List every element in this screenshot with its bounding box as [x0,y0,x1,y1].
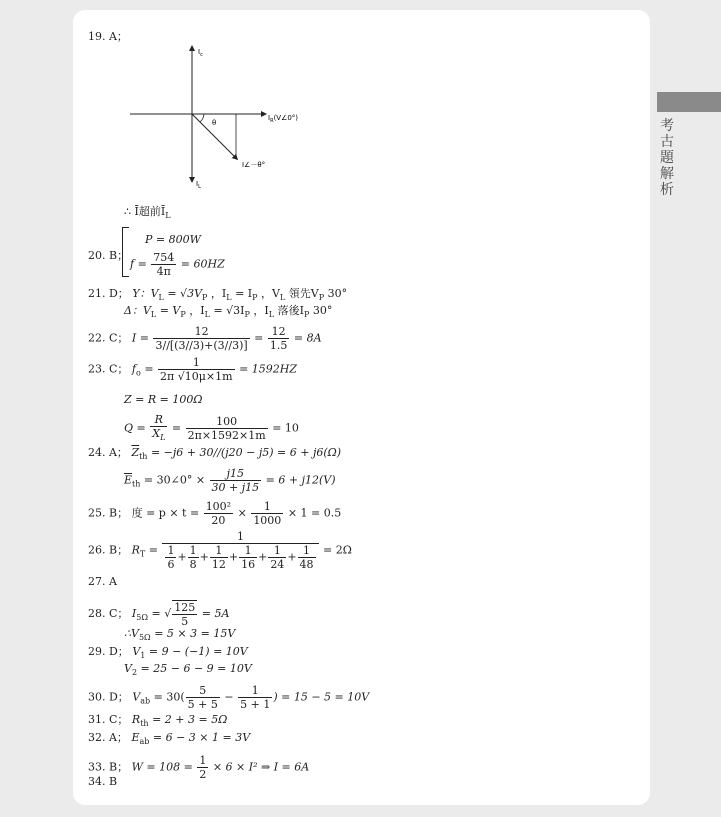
chapter-tab-label: 考古題解析 [660,118,674,198]
answer-19-conclusion: ∴ Ī超前$Ī_L$ [124,205,171,221]
answer-27: 27. A [88,575,117,588]
answer-21-line2: Δ：$V_L = V_P$ ，$I_L = √3I_P$ ，$I_L$ 落後$I_P$ 30° [124,304,333,320]
answer-25: 25. B； 度 = p × t = $\frac{\text{100²}}{20}$ × $\frac{1}{1000}$ × 1 = 0.5 [88,500,342,527]
denominator-term: $\frac{1}{16}$ [241,544,256,571]
denominator-term: $\frac{1}{6}$ [167,544,175,571]
svg-text:I∠－θ°: I∠－θ° [242,161,266,169]
answer-24-z: 24. A； $\overline{Z}_{th} = -j6 + 30//(j20 - j5) = 6 + j6(\Omega)$ [88,446,342,462]
answer-23-q: Q = $\frac{R}{X_L}$ = $\frac{100}{2\pi\times 1592\times 1m}$ = 10 [124,413,299,443]
svg-text:IL: $I_L$ [196,180,201,190]
denominator-term: $\frac{1}{24}$ [270,544,285,571]
denominator-term: $\frac{1}{12}$ [211,544,226,571]
system-brace [122,227,129,277]
answer-32: 32. A； $E_{ab} = 6 - 3 \times 1 = 3V$ [88,731,251,747]
answer-24-e: $\overline{E}_{th}$ = 30∠0° × $\frac{j15}{30 + j15}$ = 6 + j12(V) [124,467,336,494]
answer-20-label: 20. B； [88,249,129,262]
answer-20-line1: P = 800W [145,233,201,246]
answer-21-line1: 21. D； Y：$V_L = √3V_P$ ，$I_L = I_P$ ，$V_L$ 領先$V_P$ 30° [88,287,348,303]
answer-34: 34. B [88,775,118,788]
answer-33: 33. B； W = 108 = $\frac{1}{2}$ × 6 × I² ⇒ I = 6A [88,754,310,781]
denominator-term: $\frac{1}{8}$ [189,544,197,571]
answer-19-label: 19. A； [88,30,128,43]
answer-28: 28. C； $I_{5\Omega}$ = √ $\frac{125}{5}$ = 5A [88,601,230,628]
answer-31: 31. C； $R_{th} = 2 + 3 = 5\Omega$ [88,713,228,729]
phasor-diagram [130,40,310,190]
answer-22: 22. C； I = $\frac{12}{3//[(3//3)+(3//3)]}$ = $\frac{12}{1.5}$ = 8A [88,325,322,352]
answer-28-line2: $\therefore V_{5\Omega} = 5 \times 3 = 15V$ [124,627,236,643]
answer-20-line2: f = $\frac{754}{4\pi}$ = 60HZ [130,251,225,278]
svg-text:θ: θ [212,119,217,127]
answer-23-z: Z = R = 100Ω [124,393,203,406]
answer-29-line2: $V_2 = 25 - 6 - 9 = 10V$ [124,662,252,678]
answer-29-line1: 29. D； $V_1 = 9 - (-1) = 10V$ [88,645,248,661]
chapter-tab[interactable] [657,92,721,112]
svg-text:IR(V∠0°): $I_R(V\angle 0^\circ)$ [268,114,299,124]
theta-arc [200,114,204,122]
svg-text:Ic: $I_c$ [198,48,203,58]
answer-23: 23. C； $f_o$ = $\frac{1}{2\pi √10\mu\times 1m}$ = 1592HZ [88,356,298,383]
answer-30: 30. D； $V_{ab} = 30$( $\frac{5}{5 + 5}$ − $\frac{1}{5 + 1}$ ) = 15 − 5 = 10V [88,684,370,711]
denominator-term: $\frac{1}{48}$ [299,544,314,571]
answer-26: 26. B； $R_T$ = 1 $\frac{1}{6}$ + $\frac{1}{8}$ + $\frac{1}{12}$ + $\frac{1}{16}$ + $\frac{1}{24}$ + $\frac{1}{48}$ = 2Ω [88,530,352,571]
